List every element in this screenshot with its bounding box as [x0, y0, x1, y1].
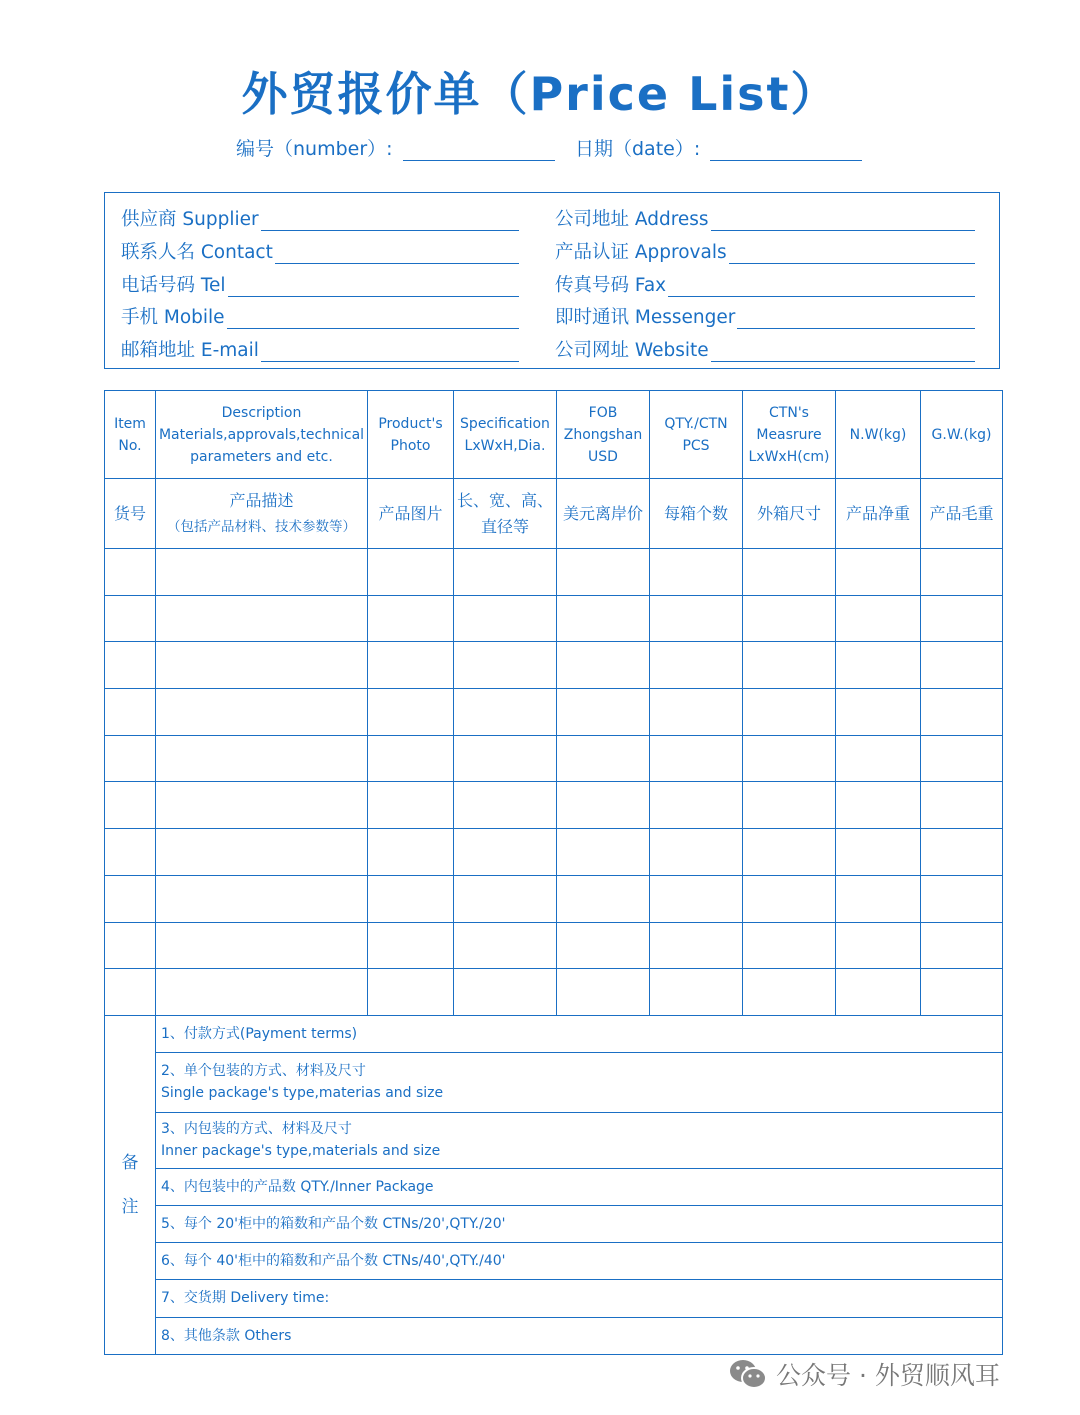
messenger-label: 即时通讯 Messenger [555, 307, 736, 328]
table-cell[interactable] [921, 595, 1003, 642]
remark-cell[interactable] [156, 1279, 1003, 1317]
table-cell[interactable] [368, 922, 454, 969]
remark-row [105, 1205, 1003, 1242]
header-line: QTY./CTN [664, 415, 728, 432]
table-cell[interactable] [557, 689, 650, 736]
header-cell-en [156, 391, 368, 479]
header-cell-cn [743, 479, 836, 549]
header-line: Zhongshan [563, 426, 643, 443]
table-cell[interactable] [156, 969, 368, 1016]
date-field [575, 134, 862, 161]
remark-text: Single package's type,materias and size [161, 1085, 444, 1102]
approvals-label: 产品认证 Approvals [555, 242, 727, 263]
contact-label: 联系人名 Contact [121, 242, 273, 263]
number-field [236, 134, 555, 161]
supplier-label: 供应商 Supplier [121, 209, 259, 230]
table-cell[interactable] [743, 595, 836, 642]
header-cell-en [368, 391, 454, 479]
header-line: Materials,approvals,technical [158, 426, 365, 443]
email-label: 邮箱地址 E-mail [121, 340, 259, 361]
remark-cell[interactable] [156, 1052, 1003, 1112]
table-cell[interactable] [921, 642, 1003, 689]
table-cell[interactable] [836, 969, 921, 1016]
remark-cell[interactable] [156, 1317, 1003, 1354]
table-cell[interactable] [368, 549, 454, 596]
remark-cell[interactable] [156, 1112, 1003, 1168]
header-line: 美元离岸价 [562, 503, 643, 523]
remark-cell[interactable] [156, 1168, 1003, 1205]
website-field[interactable] [555, 334, 975, 362]
table-cell[interactable] [105, 782, 156, 829]
address-label: 公司地址 Address [555, 209, 709, 230]
contact-line [275, 241, 519, 264]
table-cell[interactable] [156, 922, 368, 969]
table-cell[interactable] [105, 969, 156, 1016]
remark-row [105, 1112, 1003, 1168]
watermark [728, 1356, 1000, 1392]
header-line: G.W.(kg) [931, 426, 992, 443]
table-cell[interactable] [836, 595, 921, 642]
price-table [104, 390, 1003, 1355]
table-cell[interactable] [650, 922, 743, 969]
header-row-en [105, 391, 1003, 479]
table-cell[interactable] [557, 875, 650, 922]
table-cell[interactable] [156, 689, 368, 736]
remark-cell[interactable] [156, 1242, 1003, 1279]
table-cell[interactable] [105, 735, 156, 782]
table-cell[interactable] [650, 549, 743, 596]
fax-field[interactable] [555, 269, 975, 297]
tel-field[interactable] [121, 269, 519, 297]
remark-row [105, 1015, 1003, 1052]
header-cell-en [836, 391, 921, 479]
table-cell[interactable] [105, 549, 156, 596]
header-line: 外箱尺寸 [756, 503, 821, 523]
price-table-body [105, 391, 1003, 1355]
table-cell[interactable] [650, 969, 743, 1016]
table-cell[interactable] [368, 875, 454, 922]
email-field[interactable] [121, 334, 519, 362]
table-cell[interactable] [557, 782, 650, 829]
table-cell[interactable] [921, 549, 1003, 596]
table-cell[interactable] [454, 642, 557, 689]
remark-row [105, 1279, 1003, 1317]
number-label: 编号（number）: [236, 138, 393, 160]
remark-text: 8、其他条款 Others [161, 1327, 292, 1344]
mobile-label: 手机 Mobile [121, 307, 225, 328]
header-row-cn [105, 479, 1003, 549]
tel-line [228, 274, 519, 297]
date-input-line[interactable] [710, 138, 862, 161]
table-cell[interactable] [836, 549, 921, 596]
table-row [105, 549, 1003, 596]
fax-line [668, 274, 975, 297]
header-line: Specification [460, 415, 550, 432]
header-line: 长、宽、高、 [456, 490, 553, 510]
remark-text: 4、内包装中的产品数 QTY./Inner Package [161, 1178, 434, 1195]
table-cell[interactable] [650, 689, 743, 736]
remark-row [105, 1242, 1003, 1279]
address-field[interactable] [555, 203, 975, 231]
header-cell-en [105, 391, 156, 479]
header-line: 每箱个数 [663, 503, 728, 523]
table-cell[interactable] [921, 689, 1003, 736]
header-line: （包括产品材料、技术参数等） [167, 518, 356, 535]
table-cell[interactable] [557, 549, 650, 596]
tel-label: 电话号码 Tel [121, 275, 226, 296]
header-line: N.W(kg) [849, 426, 907, 443]
supplier-line [261, 208, 519, 231]
remark-text: 1、付款方式(Payment terms) [161, 1025, 358, 1042]
remark-text: 3、内包装的方式、材料及尺寸 [161, 1121, 352, 1138]
table-cell[interactable] [454, 829, 557, 876]
table-cell[interactable] [557, 969, 650, 1016]
table-cell[interactable] [921, 875, 1003, 922]
header-cell-en [557, 391, 650, 479]
remarks-label [105, 1015, 156, 1354]
table-cell[interactable] [156, 875, 368, 922]
table-cell[interactable] [105, 829, 156, 876]
table-row [105, 782, 1003, 829]
header-line: 产品净重 [845, 503, 910, 523]
remark-text: 5、每个 20'柜中的箱数和产品个数 CTNs/20',QTY./20' [161, 1215, 506, 1232]
remark-text: 7、交货期 Delivery time: [161, 1290, 330, 1307]
table-cell[interactable] [743, 689, 836, 736]
header-cell-cn [156, 479, 368, 549]
table-cell[interactable] [836, 829, 921, 876]
table-cell[interactable] [454, 595, 557, 642]
table-cell[interactable] [454, 969, 557, 1016]
table-row [105, 595, 1003, 642]
header-line: FOB [588, 404, 618, 421]
table-cell[interactable] [454, 549, 557, 596]
remark-row [105, 1317, 1003, 1354]
table-cell[interactable] [368, 595, 454, 642]
header-line: USD [588, 448, 618, 465]
table-cell[interactable] [368, 689, 454, 736]
header-line: Photo [390, 437, 431, 454]
table-cell[interactable] [105, 689, 156, 736]
header-cell-cn [454, 479, 557, 549]
mobile-field[interactable] [121, 301, 519, 329]
header-line: 产品毛重 [929, 503, 994, 523]
header-line: Item [114, 415, 146, 432]
approvals-line [729, 241, 975, 264]
supplier-info-box [104, 192, 1000, 369]
watermark-text: 公众号 · 外贸顺风耳 [776, 1361, 1000, 1390]
header-line: No. [118, 437, 142, 454]
remark-cell[interactable] [156, 1205, 1003, 1242]
header-line: 产品描述 [229, 490, 294, 510]
header-cell-cn [921, 479, 1003, 549]
table-cell[interactable] [368, 829, 454, 876]
table-cell[interactable] [836, 735, 921, 782]
table-cell[interactable] [921, 969, 1003, 1016]
table-cell[interactable] [454, 922, 557, 969]
table-cell[interactable] [156, 549, 368, 596]
table-row [105, 735, 1003, 782]
header-line: 货号 [113, 503, 146, 523]
table-cell[interactable] [368, 735, 454, 782]
table-cell[interactable] [156, 829, 368, 876]
table-cell[interactable] [650, 595, 743, 642]
table-cell[interactable] [557, 642, 650, 689]
table-cell[interactable] [743, 549, 836, 596]
table-cell[interactable] [921, 735, 1003, 782]
table-cell[interactable] [454, 782, 557, 829]
messenger-field[interactable] [555, 301, 975, 329]
table-cell[interactable] [156, 595, 368, 642]
table-cell[interactable] [156, 735, 368, 782]
table-row [105, 642, 1003, 689]
number-input-line[interactable] [403, 138, 555, 161]
header-line: CTN's [769, 404, 809, 421]
table-cell[interactable] [743, 875, 836, 922]
table-cell[interactable] [454, 735, 557, 782]
table-cell[interactable] [454, 875, 557, 922]
wechat-icon [728, 1358, 768, 1390]
table-cell[interactable] [743, 735, 836, 782]
table-cell[interactable] [743, 829, 836, 876]
header-cell-cn [368, 479, 454, 549]
website-line [711, 339, 975, 362]
table-cell[interactable] [557, 735, 650, 782]
header-line: 直径等 [480, 516, 529, 536]
approvals-field[interactable] [555, 236, 975, 264]
table-cell[interactable] [650, 875, 743, 922]
table-cell[interactable] [650, 782, 743, 829]
website-label: 公司网址 Website [555, 340, 709, 361]
table-cell[interactable] [105, 922, 156, 969]
page-title: 外贸报价单（Price List） [241, 67, 839, 121]
table-row [105, 829, 1003, 876]
header-cell-cn [105, 479, 156, 549]
remark-text: Inner package's type,materials and size [161, 1143, 441, 1160]
header-line: Measrure [756, 426, 822, 443]
remark-row [105, 1052, 1003, 1112]
table-cell[interactable] [836, 689, 921, 736]
table-row [105, 689, 1003, 736]
header-line: LxWxH(cm) [748, 448, 830, 465]
remark-text: 2、单个包装的方式、材料及尺寸 [161, 1063, 366, 1080]
table-cell[interactable] [368, 642, 454, 689]
header-line: 产品图片 [378, 503, 443, 523]
table-cell[interactable] [650, 829, 743, 876]
date-label: 日期（date）: [575, 138, 701, 160]
table-cell[interactable] [743, 922, 836, 969]
table-cell[interactable] [105, 875, 156, 922]
header-line: parameters and etc. [190, 448, 333, 465]
table-cell[interactable] [368, 969, 454, 1016]
table-cell[interactable] [557, 595, 650, 642]
remark-cell[interactable] [156, 1015, 1003, 1052]
table-cell[interactable] [156, 782, 368, 829]
header-cell-en [743, 391, 836, 479]
table-row [105, 922, 1003, 969]
remarks-label-char: 备 [121, 1152, 139, 1173]
header-cell-cn [836, 479, 921, 549]
table-cell[interactable] [743, 782, 836, 829]
header-line: Description [221, 404, 302, 421]
contact-field[interactable] [121, 236, 519, 264]
supplier-field[interactable] [121, 203, 519, 231]
table-cell[interactable] [743, 642, 836, 689]
table-cell[interactable] [368, 782, 454, 829]
table-cell[interactable] [743, 969, 836, 1016]
remarks-label-char: 注 [121, 1196, 139, 1217]
remark-row [105, 1168, 1003, 1205]
header-cell-en [921, 391, 1003, 479]
table-cell[interactable] [650, 642, 743, 689]
meta-row [0, 134, 1080, 164]
header-cell-cn [557, 479, 650, 549]
table-cell[interactable] [454, 689, 557, 736]
table-cell[interactable] [650, 735, 743, 782]
table-cell[interactable] [105, 642, 156, 689]
table-cell[interactable] [836, 875, 921, 922]
header-cell-en [454, 391, 557, 479]
table-cell[interactable] [921, 922, 1003, 969]
table-cell[interactable] [921, 782, 1003, 829]
table-cell[interactable] [836, 922, 921, 969]
table-cell[interactable] [105, 595, 156, 642]
header-cell-cn [650, 479, 743, 549]
header-line: Product's [378, 415, 443, 432]
table-cell[interactable] [557, 829, 650, 876]
remark-text: 6、每个 40'柜中的箱数和产品个数 CTNs/40',QTY./40' [161, 1252, 506, 1269]
header-line: LxWxH,Dia. [464, 437, 546, 454]
fax-label: 传真号码 Fax [555, 275, 667, 296]
address-line [711, 208, 975, 231]
table-cell[interactable] [557, 922, 650, 969]
header-cell-en [650, 391, 743, 479]
table-cell[interactable] [156, 642, 368, 689]
table-cell[interactable] [836, 642, 921, 689]
mobile-line [227, 306, 519, 329]
table-cell[interactable] [921, 829, 1003, 876]
table-cell[interactable] [836, 782, 921, 829]
messenger-line [737, 306, 975, 329]
table-row [105, 969, 1003, 1016]
email-line [261, 339, 519, 362]
header-line: PCS [682, 437, 710, 454]
table-row [105, 875, 1003, 922]
